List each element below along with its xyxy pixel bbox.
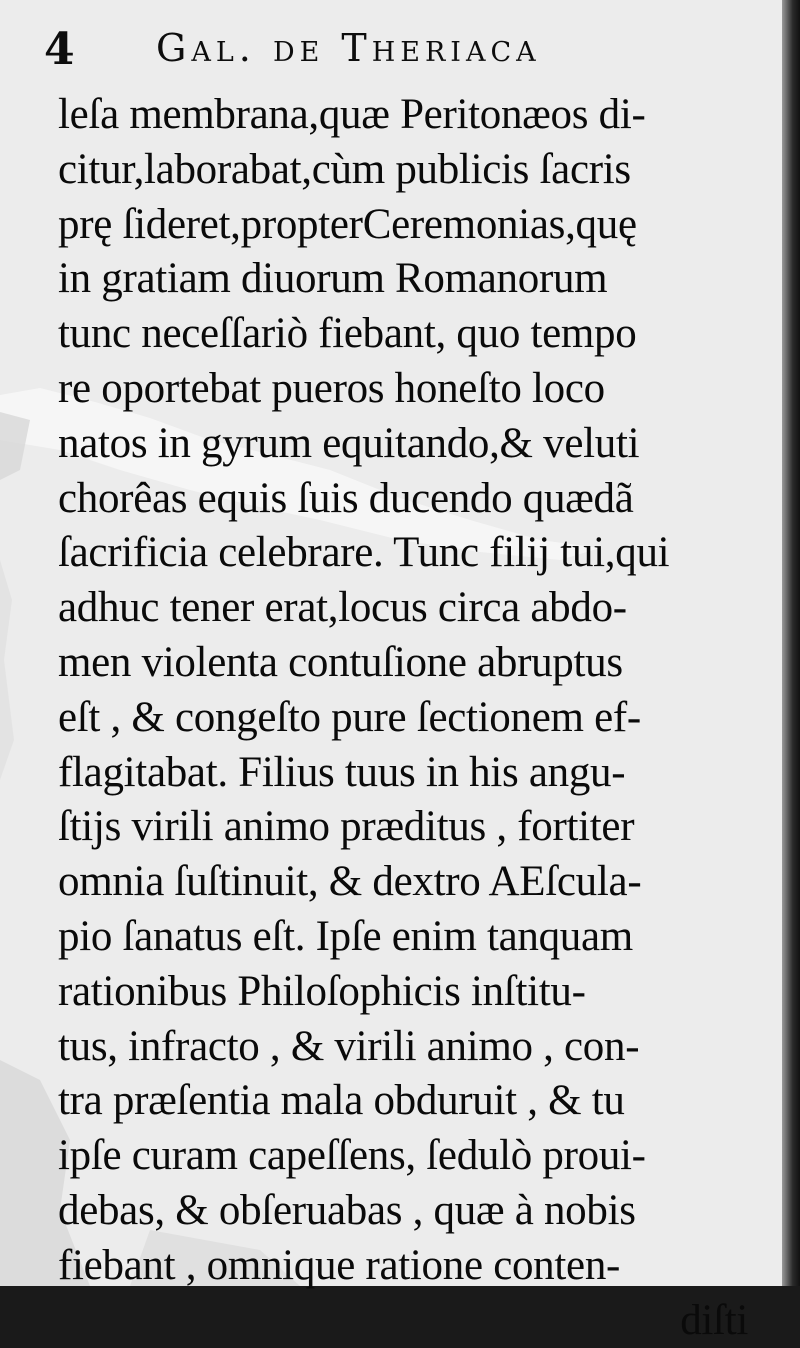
text-line: eſt , & congeſto pure ſectionem ef- [58, 693, 641, 741]
text-line: ſtijs virili animo præditus , fortiter [58, 803, 635, 851]
text-line: chorêas equis ſuis ducendo quædã [58, 474, 634, 522]
text-line: diſti [680, 1296, 748, 1344]
page-edge [782, 0, 800, 1286]
text-line: prę ſideret,propterCeremonias,quę [58, 200, 637, 248]
text-line: ipſe curam capeſſens, ſedulò proui- [58, 1132, 646, 1180]
text-line: adhuc tener erat,locus circa abdo- [58, 584, 627, 632]
text-line: omnia ſuſtinuit, & dextro AEſcula- [58, 858, 642, 906]
text-line: tra præſentia mala obduruit , & tu [58, 1077, 625, 1125]
running-title: Gal. de Theriaca [156, 26, 541, 70]
text-line: leſa membrana,quæ Peritonæos di- [58, 91, 646, 138]
page-number: 4 [44, 24, 75, 75]
text-line: re oportebat pueros honeſto loco [58, 364, 605, 412]
page-header [44, 24, 744, 80]
text-line: in gratiam diuorum Romanorum [58, 255, 608, 303]
text-line: flagitabat. Filius tuus in his angu- [58, 748, 626, 796]
text-line: tunc neceſſariò fiebant, quo tempo [58, 310, 637, 358]
text-line: tus, infracto , & virili animo , con- [58, 1022, 640, 1070]
text-line: ſacrificia celebrare. Tunc filij tui,qui [58, 529, 670, 577]
text-line: pio ſanatus eſt. Ipſe enim tanquam [58, 912, 633, 960]
text-line: men violenta contuſione abruptus [58, 638, 623, 686]
text-line: citur,laborabat,cùm publicis ſacris [58, 145, 631, 193]
body-text [58, 88, 748, 1348]
text-line: rationibus Philoſophicis inſtitu- [58, 967, 586, 1015]
text-line: debas, & obſeruabas , quæ à nobis [58, 1186, 636, 1234]
text-line: fiebant , omnique ratione conten- [58, 1241, 621, 1289]
text-line: natos in gyrum equitando,& veluti [58, 419, 640, 467]
